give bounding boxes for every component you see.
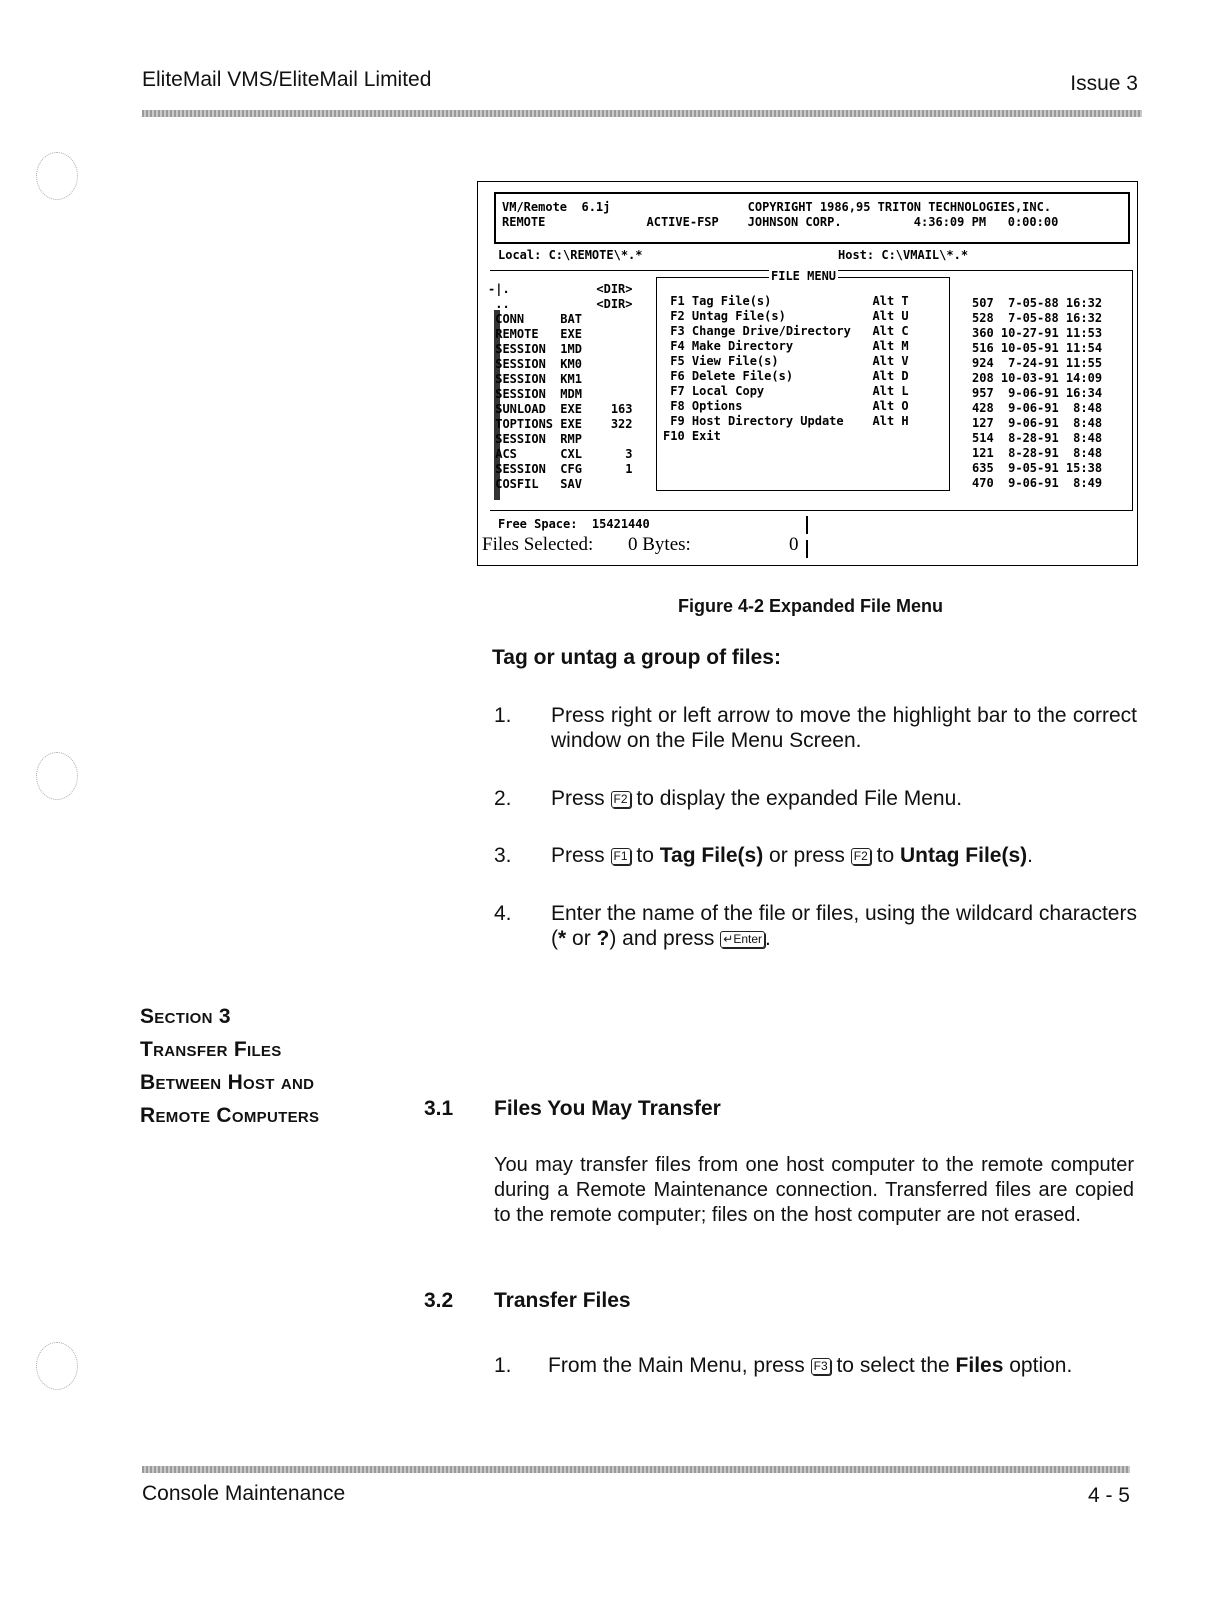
terminal-screenshot bbox=[477, 181, 1138, 566]
divider bbox=[1132, 270, 1133, 511]
file-menu-item[interactable]: F4 Make Directory Alt M bbox=[663, 339, 909, 353]
local-path: Local: C:\REMOTE\*.* bbox=[498, 248, 643, 262]
host-file-row[interactable]: 208 10-03-91 14:09 bbox=[972, 371, 1103, 385]
f3-key-icon: F3 bbox=[811, 1358, 831, 1375]
files-selected-label: Files Selected: bbox=[482, 534, 594, 555]
local-file-row[interactable]: -|. <DIR> bbox=[488, 282, 633, 296]
step-text: Enter the name of the file or files, using the wildcard characters ( bbox=[551, 902, 1137, 950]
host-file-row[interactable]: 360 10-27-91 11:53 bbox=[972, 326, 1103, 340]
host-file-row[interactable]: 127 9-06-91 8:48 bbox=[972, 416, 1103, 430]
file-menu-item[interactable]: F3 Change Drive/Directory Alt C bbox=[663, 324, 909, 338]
file-menu-item[interactable]: F6 Delete File(s) Alt D bbox=[663, 369, 909, 383]
section-line: Transfer Files bbox=[140, 1038, 282, 1061]
local-file-row[interactable]: TOPTIONS EXE 322 bbox=[488, 417, 633, 431]
file-menu-item[interactable]: F8 Options Alt O bbox=[663, 399, 909, 413]
file-menu-item[interactable]: F2 Untag File(s) Alt U bbox=[663, 309, 909, 323]
tag-files-term: Tag File(s) bbox=[659, 844, 764, 867]
section-line: Section 3 bbox=[140, 1005, 231, 1028]
file-menu-title: FILE MENU bbox=[771, 269, 837, 283]
step-text: to bbox=[876, 844, 895, 867]
footer-rule bbox=[142, 1466, 1130, 1473]
host-file-row[interactable]: 635 9-05-91 15:38 bbox=[972, 461, 1103, 475]
local-file-row[interactable]: SESSION MDM bbox=[488, 387, 582, 401]
step-text: to bbox=[636, 844, 654, 867]
wildcard-star: * bbox=[558, 927, 567, 950]
footer-title: Console Maintenance bbox=[142, 1482, 346, 1505]
local-file-row[interactable]: SESSION CFG 1 bbox=[488, 462, 633, 476]
step-text: to display the expanded File Menu. bbox=[636, 787, 963, 810]
section-3-1-number: 3.1 bbox=[424, 1097, 454, 1120]
section-3-1-body: You may transfer files from one host computer to the remote computer during a Remote Maintenance connection. Transferred files are copied to the remote computer; files on the host computer are not erased. bbox=[494, 1154, 1134, 1226]
host-file-row[interactable]: 528 7-05-88 16:32 bbox=[972, 311, 1103, 325]
header-issue: Issue 3 bbox=[1070, 72, 1138, 95]
section-3-2-number: 3.2 bbox=[424, 1289, 454, 1312]
wildcard-question: ? bbox=[596, 927, 610, 950]
host-file-row[interactable]: 507 7-05-88 16:32 bbox=[972, 296, 1103, 310]
untag-files-term: Untag File(s) bbox=[899, 844, 1028, 867]
cursor-mark bbox=[806, 516, 808, 534]
page-number: 4 - 5 bbox=[1087, 1484, 1130, 1507]
section-heading bbox=[140, 1000, 319, 1132]
file-menu-item[interactable]: F1 Tag File(s) Alt T bbox=[663, 294, 909, 308]
file-menu-item[interactable]: F7 Local Copy Alt L bbox=[663, 384, 909, 398]
host-file-row[interactable]: 924 7-24-91 11:55 bbox=[972, 356, 1103, 370]
f2-key-icon: F2 bbox=[851, 848, 871, 865]
local-file-row[interactable]: CONN BAT bbox=[488, 312, 582, 326]
local-file-row[interactable]: .. <DIR> bbox=[488, 297, 633, 311]
host-file-row[interactable]: 957 9-06-91 16:34 bbox=[972, 386, 1103, 400]
local-file-row[interactable]: SUNLOAD EXE 163 bbox=[488, 402, 633, 416]
f1-key-icon: F1 bbox=[611, 848, 631, 865]
host-file-row[interactable]: 470 9-06-91 8:49 bbox=[972, 476, 1103, 490]
cursor-mark bbox=[806, 540, 808, 558]
local-file-row[interactable]: ACS CXL 3 bbox=[488, 447, 633, 461]
step-text: . bbox=[765, 927, 771, 950]
local-file-list[interactable] bbox=[488, 282, 633, 492]
step-text: From the Main Menu, press bbox=[548, 1354, 805, 1377]
punch-hole-icon bbox=[36, 152, 78, 200]
punch-hole-icon bbox=[36, 1342, 78, 1390]
local-file-row[interactable]: REMOTE EXE bbox=[488, 327, 582, 341]
file-menu-items bbox=[663, 294, 909, 444]
host-file-row[interactable]: 121 8-28-91 8:48 bbox=[972, 446, 1103, 460]
file-menu-item[interactable]: F9 Host Directory Update Alt H bbox=[663, 414, 909, 428]
step-text: or bbox=[566, 927, 597, 950]
local-file-row[interactable]: SESSION 1MD bbox=[488, 342, 582, 356]
punch-hole-icon bbox=[36, 752, 78, 800]
step-number: 4. bbox=[494, 902, 512, 925]
bytes-value: 0 bbox=[789, 534, 799, 555]
step-text: or press bbox=[769, 844, 845, 867]
step-text: Press right or left arrow to move the highlight bar to the correct window on the File Menu Screen. bbox=[551, 704, 1137, 752]
file-menu-item[interactable]: F5 View File(s) Alt V bbox=[663, 354, 909, 368]
section-line: Remote Computers bbox=[140, 1104, 320, 1127]
step-text: . bbox=[1027, 844, 1033, 867]
files-option-term: Files bbox=[955, 1354, 1004, 1377]
divider bbox=[490, 510, 1133, 511]
step-text: ) and press bbox=[609, 927, 715, 950]
host-path: Host: C:\VMAIL\*.* bbox=[838, 248, 969, 262]
local-file-row[interactable]: COSFIL SAV bbox=[488, 477, 582, 491]
step-number: 3. bbox=[494, 844, 512, 867]
bytes-label: 0 Bytes: bbox=[628, 534, 691, 555]
terminal-top-line-1: VM/Remote 6.1j COPYRIGHT 1986,95 TRITON TECHNOLOGIES,INC. bbox=[502, 200, 1052, 214]
host-file-row[interactable]: 516 10-05-91 11:54 bbox=[972, 341, 1103, 355]
header-title: EliteMail VMS/EliteMail Limited bbox=[142, 68, 432, 91]
section-line: Between Host and bbox=[140, 1071, 315, 1094]
enter-key-icon: ↵Enter bbox=[720, 931, 765, 948]
terminal-header-box bbox=[494, 192, 1130, 244]
step-number: 1. bbox=[494, 704, 512, 727]
tag-heading: Tag or untag a group of files: bbox=[492, 646, 781, 669]
step-text: Press bbox=[551, 844, 605, 867]
figure-caption: Figure 4-2 Expanded File Menu bbox=[678, 596, 944, 616]
terminal-top-line-2: REMOTE ACTIVE-FSP JOHNSON CORP. 4:36:09 PM 0:00:00 bbox=[502, 215, 1059, 229]
local-file-row[interactable]: SESSION KM1 bbox=[488, 372, 582, 386]
file-menu bbox=[656, 269, 950, 491]
free-space: Free Space: 15421440 bbox=[498, 517, 650, 531]
f2-key-icon: F2 bbox=[611, 791, 631, 808]
local-file-row[interactable]: SESSION RMP bbox=[488, 432, 582, 446]
host-file-row[interactable]: 514 8-28-91 8:48 bbox=[972, 431, 1103, 445]
section-3-1-title: Files You May Transfer bbox=[494, 1097, 721, 1120]
local-file-row[interactable]: SESSION KM0 bbox=[488, 357, 582, 371]
step-number: 2. bbox=[494, 787, 512, 810]
host-file-list[interactable] bbox=[972, 296, 1102, 491]
header-rule bbox=[142, 110, 1142, 117]
step-text: Press bbox=[551, 787, 605, 810]
step-text: option. bbox=[1009, 1354, 1073, 1377]
file-menu-item[interactable]: F10 Exit bbox=[663, 429, 721, 443]
step-text: to select the bbox=[836, 1354, 950, 1377]
step-number: 1. bbox=[494, 1354, 512, 1377]
host-file-row[interactable]: 428 9-06-91 8:48 bbox=[972, 401, 1103, 415]
section-3-2-title: Transfer Files bbox=[494, 1289, 631, 1312]
